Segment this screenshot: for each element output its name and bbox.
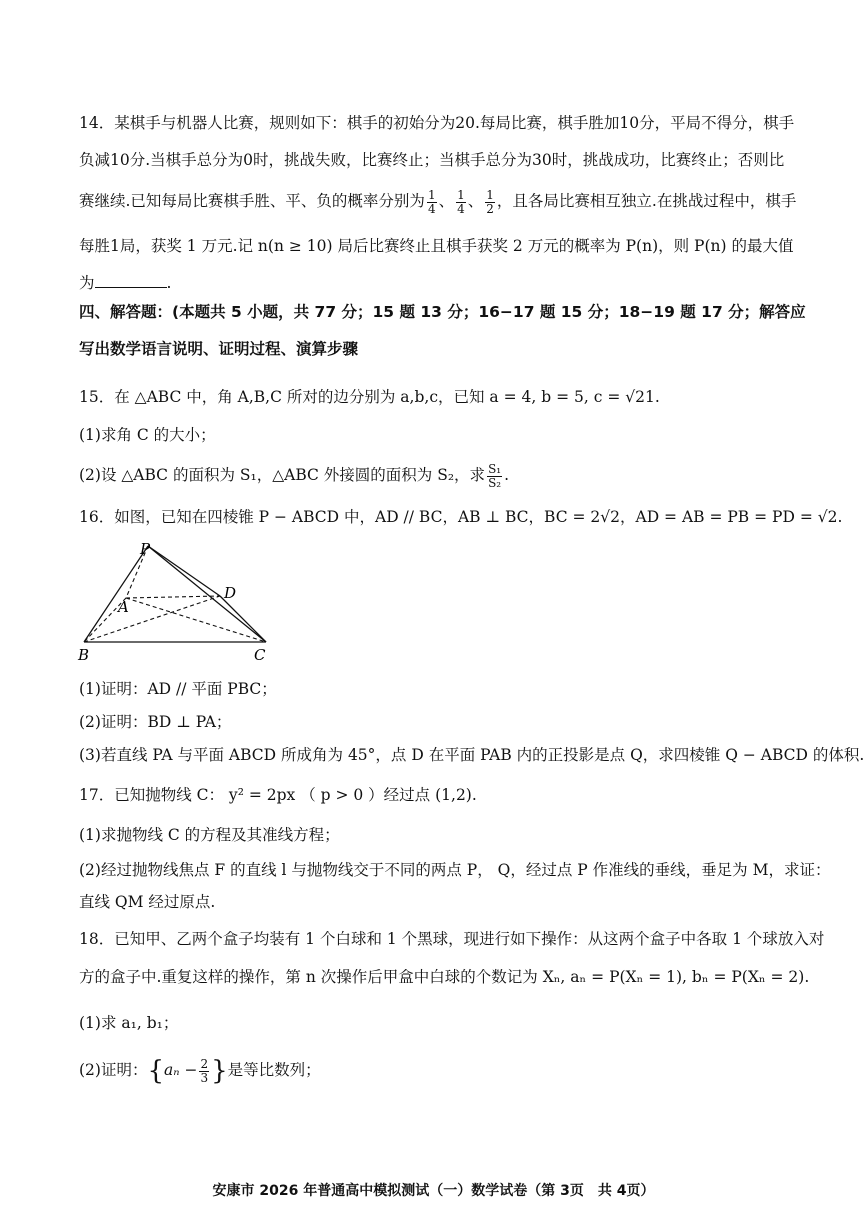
q14-line-5 [79,272,171,294]
fraction-lose-num: 1 [486,187,494,202]
q15-part-2-end: . [504,466,510,484]
brace-left: { [147,1056,165,1086]
q14-line-4: 每胜1局，获奖 1 万元.记 n(n ≥ 10) 局后比赛终止且棋手获奖 2 万元的概率为 P(n)，则 P(n) 的最大值 [79,237,794,255]
area-ratio-den: S₂ [488,475,502,490]
q16-part-2: (2)证明：BD ⊥ PA； [79,713,232,731]
fraction-win [427,189,437,216]
q15-part-1: (1)求角 C 的大小； [79,426,216,444]
area-ratio-fraction [487,463,502,490]
q16-part-3: (3)若直线 PA 与平面 ABCD 所成角为 45°，点 D 在平面 PAB 内的正投影是点 Q，求四棱锥 Q − ABCD 的体积. [79,746,865,764]
edge-PC [148,546,266,642]
vertex-label-P: P [140,540,151,558]
two-thirds-fraction [199,1058,209,1085]
q15-part-2-text: (2)设 △ABC 的面积为 S₁，△ABC 外接圆的面积为 S₂，求 [79,466,486,484]
q14-answer-suffix: . [166,274,172,292]
fraction-win-num: 1 [427,187,436,202]
q16-part-1: (1)证明：AD // 平面 PBC； [79,680,277,698]
fraction-draw [456,189,466,216]
q14-answer-prefix: 为 [79,274,95,292]
pyramid-figure [70,536,280,668]
fraction-lose [485,189,495,216]
q17-part-1: (1)求抛物线 C 的方程及其准线方程； [79,826,340,844]
area-ratio-num: S₁ [488,461,502,476]
q18-part-2 [79,1052,321,1089]
section-heading-line-2: 写出数学语言说明、证明过程、演算步骤 [79,340,359,358]
brace-right: } [211,1056,228,1086]
q18-part-2-end: 是等比数列； [227,1061,321,1079]
two-thirds-den: 3 [200,1070,209,1085]
q14-line-3 [79,186,796,216]
fraction-lose-den: 2 [486,201,494,216]
q18-part-1: (1)求 a₁, b₁； [79,1014,179,1032]
q16-stem: 16．如图，已知在四棱锥 P − ABCD 中，AD // BC，AB ⊥ BC，BC = 2√2，AD = AB = PB = PD = √2. [79,508,843,526]
edge-PB [84,546,148,642]
q14-line-3-text-end: ，且各局比赛相互独立.在挑战过程中，棋手 [496,192,797,210]
vertex-label-C: C [254,646,266,664]
q17-part-2-cont: 直线 QM 经过原点. [79,893,216,911]
edge-AD [126,596,220,598]
vertex-label-A: A [118,598,129,616]
q18-line-1: 18．已知甲、乙两个盒子均装有 1 个白球和 1 个黑球，现进行如下操作：从这两个盒子中各取 1 个球放入对 [79,930,825,948]
q14-line-1: 14．某棋手与机器人比赛，规则如下：棋手的初始分为20.每局比赛，棋手胜加10分，平局不得分，棋手 [79,114,795,132]
fraction-draw-den: 4 [457,201,465,216]
fraction-win-den: 4 [427,201,436,216]
q18-line-2: 方的盒子中.重复这样的操作，第 n 次操作后甲盒中白球的个数记为 Xₙ, aₙ = P(Xₙ = 1), bₙ = P(Xₙ = 2). [79,968,810,986]
q17-part-2: (2)经过抛物线焦点 F 的直线 l 与抛物线交于不同的两点 P， Q，经过点 P 作准线的垂线，垂足为 M，求证： [79,861,831,879]
q14-sep-1: 、 [438,192,455,210]
q14-line-2: 负减10分.当棋手总分为0时，挑战失败，比赛终止；当棋手总分为30时，挑战成功，比赛终止；否则比 [79,151,785,169]
q15-stem: 15．在 △ABC 中，角 A,B,C 所对的边分别为 a,b,c，已知 a = 4, b = 5, c = √21. [79,388,660,406]
edge-AC [126,598,266,642]
fraction-draw-num: 1 [457,187,465,202]
q14-sep-2: 、 [467,192,484,210]
q18-part-2-text: (2)证明： [79,1061,148,1079]
edge-PD [148,546,220,596]
sequence-term: aₙ − [164,1061,198,1079]
q14-line-3-text: 赛继续.已知每局比赛棋手胜、平、负的概率分别为 [79,192,425,210]
vertex-label-B: B [78,646,90,664]
q14-answer-blank [95,273,167,288]
page-footer: 安康市 2026 年普通高中模拟测试（一）数学试卷（第 3页 共 4页） [212,1183,655,1199]
q17-stem: 17．已知抛物线 C： y² = 2px （ p > 0 ）经过点 (1,2). [79,786,477,804]
two-thirds-num: 2 [200,1056,209,1071]
q15-part-2 [79,460,509,490]
edge-BD [84,596,220,642]
section-heading-line-1: 四、解答题：(本题共 5 小题，共 77 分；15 题 13 分；16−17 题 15 分；18−19 题 17 分；解答应 [79,303,806,321]
vertex-label-D: D [224,584,237,602]
